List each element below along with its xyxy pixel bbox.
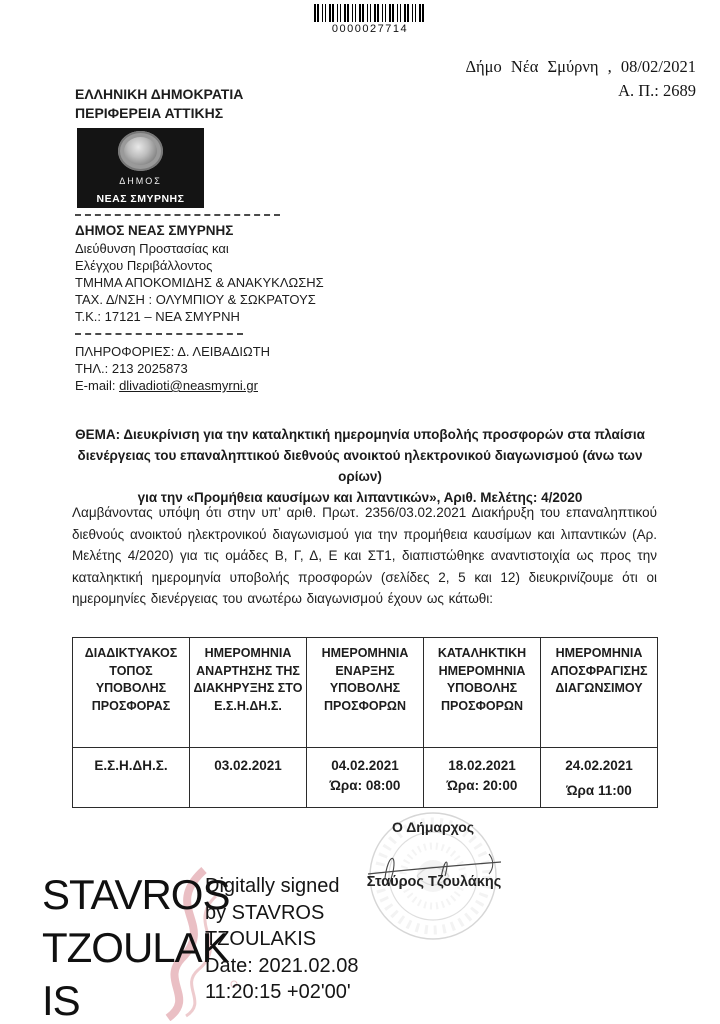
table-data-row xyxy=(73,748,658,808)
table-cell xyxy=(190,748,307,808)
subject-line2: διενέργειας του επαναληπτικού διεθνούς ανοικτού ηλεκτρονικού διαγωνισμού (άνω των ορίων) xyxy=(77,448,643,484)
table-header-cell: ΔΙΑΔΙΚΤΥΑΚΟΣ ΤΟΠΟΣ ΥΠΟΒΟΛΗΣ ΠΡΟΣΦΟΡΑΣ xyxy=(73,638,190,748)
email-link[interactable]: dlivadioti@neasmyrni.gr xyxy=(119,378,258,393)
digital-signature-name-line: IS xyxy=(42,977,80,1024)
table-header-cell: ΗΜΕΡΟΜΗΝΙΑ ΑΠΟΣΦΡΑΓΙΣΗΣ ΔΙΑΓΩΝΣΙΜΟΥ xyxy=(541,638,658,748)
cell-time: Ώρα: 08:00 xyxy=(329,778,401,793)
cell-value: 04.02.2021 xyxy=(331,758,399,773)
postal-code: Τ.Κ.: 17121 – ΝΕΑ ΣΜΥΡΝΗ xyxy=(75,309,240,324)
digital-signature-detail-line: TZOULAKIS xyxy=(205,928,317,950)
cell-value: 18.02.2021 xyxy=(448,758,516,773)
digital-signature-detail-line: 11:20:15 +02'00' xyxy=(205,981,351,1003)
digital-signature-detail-line: by STAVROS xyxy=(205,901,325,924)
subject-line3: για την «Προμήθεια καυσίμων και λιπαντικών», Αριθ. Μελέτης: 4/2020 xyxy=(137,490,583,505)
digital-signature-details xyxy=(205,873,370,1006)
letterhead xyxy=(75,85,365,394)
directorate-line1: Διεύθυνση Προστασίας και xyxy=(75,241,229,256)
header-date-block xyxy=(465,57,696,101)
municipality-logo xyxy=(77,128,204,208)
cell-time: Ώρα: 20:00 xyxy=(446,778,518,793)
table-cell xyxy=(424,748,541,808)
department: ΤΜΗΜΑ ΑΠΟΚΟΜΙΔΗΣ & ΑΝΑΚΥΚΛΩΣΗΣ xyxy=(75,275,324,290)
cell-value: Ε.Σ.Η.ΔΗ.Σ. xyxy=(94,758,168,773)
table-header-row xyxy=(73,638,658,748)
dashed-separator xyxy=(75,333,243,335)
logo-text-line2: ΝΕΑΣ ΣΜΥΡΝΗΣ xyxy=(96,193,185,205)
table-cell xyxy=(73,748,190,808)
digital-signature-detail-line: Digitally signed xyxy=(205,875,340,897)
region-title: ΠΕΡΙΦΕΡΕΙΑ ΑΤΤΙΚΗΣ xyxy=(75,105,224,121)
barcode-number: 0000027714 xyxy=(331,23,409,35)
digital-signature-name-line: TZOULAK xyxy=(42,924,229,971)
contact-email-line xyxy=(75,377,365,394)
barcode xyxy=(300,4,440,35)
dashed-separator xyxy=(75,214,280,216)
barcode-icon xyxy=(314,4,426,22)
contact-person: ΠΛΗΡΟΦΟΡΙΕΣ: Δ. ΛΕΙΒΑΔΙΩΤΗ xyxy=(75,344,271,359)
place-and-date: Δήμο Νέα Σμύρνη , 08/02/2021 xyxy=(465,57,696,76)
country-title: ΕΛΛΗΝΙΚΗ ΔΗΜΟΚΡΑΤΙΑ xyxy=(75,86,244,102)
signer-name: Σταύρος Τζουλάκης xyxy=(366,874,502,890)
subject-line1: ΘΕΜΑ: Διευκρίνιση για την καταληκτική ημερομηνία υποβολής προσφορών στα πλαίσια xyxy=(75,427,645,442)
directorate-line2: Ελέγχου Περιβάλλοντος xyxy=(75,258,213,273)
email-label: E-mail: xyxy=(75,378,120,393)
logo-text-line1: ΔΗΜΟΣ xyxy=(119,176,162,186)
municipality-name: ΔΗΜΟΣ ΝΕΑΣ ΣΜΥΡΝΗΣ xyxy=(75,223,234,238)
digital-signature-detail-line: Date: 2021.02.08 xyxy=(205,954,359,977)
contact-phone: ΤΗΛ.: 213 2025873 xyxy=(75,361,188,376)
signer-title: Ο Δήμαρχος xyxy=(391,819,475,835)
body-paragraph: Λαμβάνοντας υπόψη ότι στην υπ’ αριθ. Πρωτ. 2356/03.02.2021 Διακήρυξη του επαναληπτικού διεθνούς ανοικτού ηλεκτρονικού διαγωνισμού για την προμήθεια καυσίμων και λιπαντικών (Αρ. Μελέτης 4/2020) για τις ομάδες Β, Γ, Δ, Ε και ΣΤ1, διαπιστώθηκε αναντιστοιχία ως προς την καταληκτική ημερομηνία υποβολής προσφορών (σελίδες 2, 5 και 12) διευκρινίζουμε ότι οι ημερομηνίες διενέργειας του ανωτέρω διαγωνισμού έχουν ως κάτωθι: xyxy=(72,505,657,606)
cell-time: Ώρα 11:00 xyxy=(566,783,632,798)
postal-address: ΤΑΧ. Δ/ΝΣΗ : ΟΛΥΜΠΙΟΥ & ΣΩΚΡΑΤΟΥΣ xyxy=(75,292,316,307)
subject-block xyxy=(55,424,665,508)
cell-value: 24.02.2021 xyxy=(565,758,633,773)
table-header-cell: ΗΜΕΡΟΜΗΝΙΑ ΕΝΑΡΞΗΣ ΥΠΟΒΟΛΗΣ ΠΡΟΣΦΟΡΩΝ xyxy=(307,638,424,748)
table-header-cell: ΚΑΤΑΛΗΚΤΙΚΗ ΗΜΕΡΟΜΗΝΙΑ ΥΠΟΒΟΛΗΣ ΠΡΟΣΦΟΡΩΝ xyxy=(424,638,541,748)
table-cell xyxy=(541,748,658,808)
seal-icon xyxy=(118,131,163,171)
deadlines-table xyxy=(72,637,658,808)
digital-signature-name-line: STAVROS xyxy=(42,871,230,918)
table-cell xyxy=(307,748,424,808)
table-header-cell: ΗΜΕΡΟΜΗΝΙΑ ΑΝΑΡΤΗΣΗΣ ΤΗΣ ΔΙΑΚΗΡΥΞΗΣ ΣΤΟ Ε.Σ.Η.ΔΗ.Σ. xyxy=(190,638,307,748)
protocol-number: Α. Π.: 2689 xyxy=(618,81,696,100)
cell-value: 03.02.2021 xyxy=(214,758,282,773)
